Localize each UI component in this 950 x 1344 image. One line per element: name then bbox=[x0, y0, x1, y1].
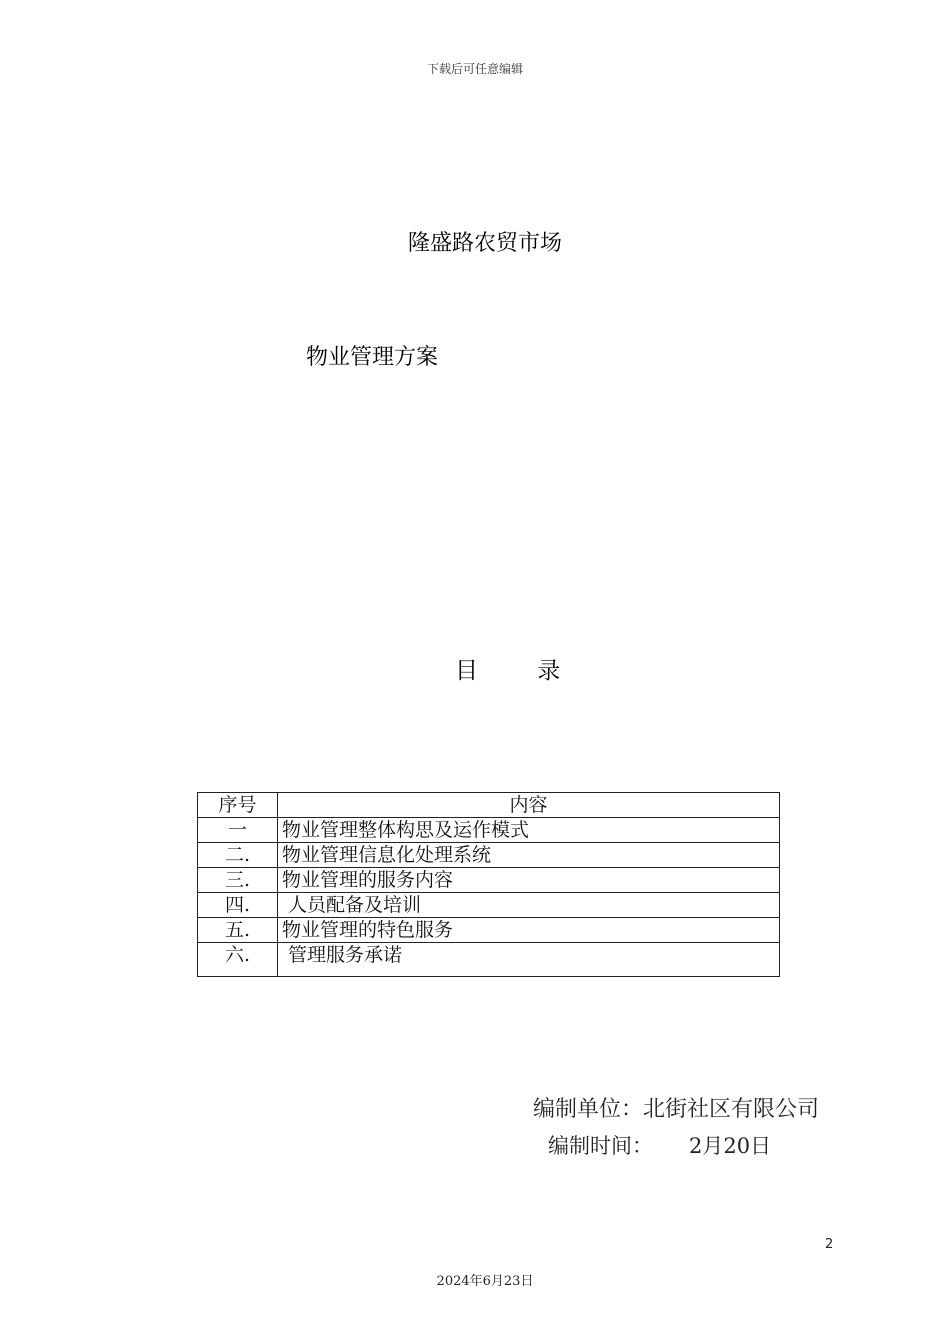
toc-row bbox=[198, 818, 780, 843]
toc-row bbox=[198, 918, 780, 943]
toc-row-content: 管理服务承诺 bbox=[278, 943, 780, 977]
toc-row bbox=[198, 843, 780, 868]
toc-row-number: 六. bbox=[198, 943, 278, 977]
cover-title-plan: 物业管理方案 bbox=[306, 345, 439, 370]
toc-title: 目 录 bbox=[455, 658, 587, 684]
toc-row-content: 物业管理信息化处理系统 bbox=[278, 843, 780, 868]
toc-row-content: 人员配备及培训 bbox=[278, 893, 780, 918]
toc-row bbox=[198, 868, 780, 893]
toc-table bbox=[197, 792, 780, 977]
toc-header-number: 序号 bbox=[198, 793, 278, 818]
toc-header-row bbox=[198, 793, 780, 818]
toc-row bbox=[198, 943, 780, 977]
toc-row-content: 物业管理的特色服务 bbox=[278, 918, 780, 943]
toc-row-number: 二. bbox=[198, 843, 278, 868]
toc-row-number: 三. bbox=[198, 868, 278, 893]
compile-date-line bbox=[548, 1130, 771, 1160]
compile-date-value: 2月20日 bbox=[689, 1134, 772, 1158]
compile-unit: 编制单位：北街社区有限公司 bbox=[533, 1097, 820, 1122]
toc-row-number: 一 bbox=[198, 818, 278, 843]
cover-title-market: 隆盛路农贸市场 bbox=[408, 231, 563, 256]
toc-row-content: 物业管理整体构思及运作模式 bbox=[278, 818, 780, 843]
toc-row-content: 物业管理的服务内容 bbox=[278, 868, 780, 893]
compile-date-label: 编制时间： bbox=[548, 1134, 653, 1158]
toc-row bbox=[198, 893, 780, 918]
page-number: 2 bbox=[825, 1237, 834, 1252]
toc-row-number: 五. bbox=[198, 918, 278, 943]
toc-header-content: 内容 bbox=[278, 793, 780, 818]
footer-date: 2024年6月23日 bbox=[436, 1274, 534, 1289]
toc-row-number: 四. bbox=[198, 893, 278, 918]
header-note: 下载后可任意编辑 bbox=[426, 62, 523, 76]
